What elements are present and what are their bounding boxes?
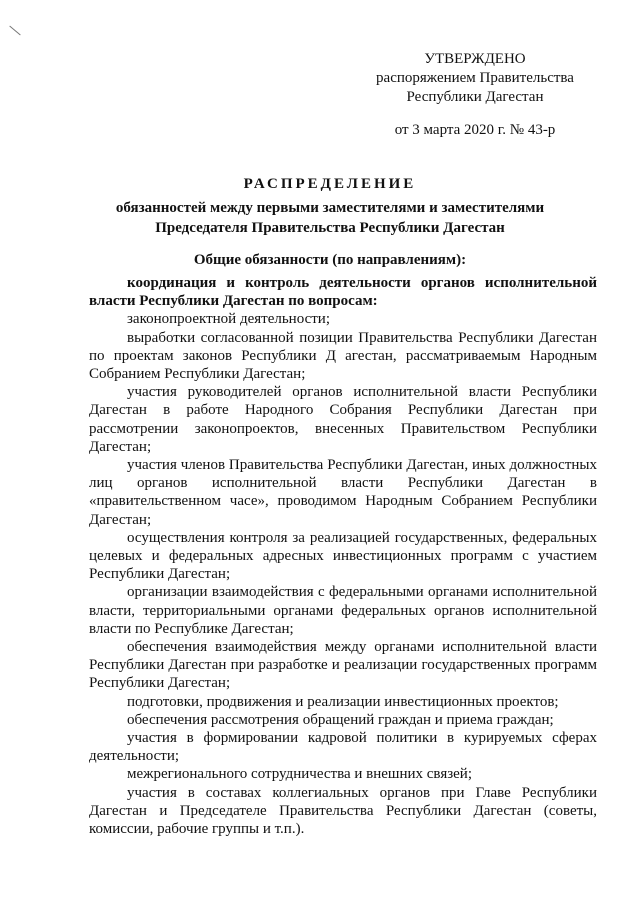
paragraph: участия в составах коллегиальных органов при Главе Республики Дагестан и Председателе Правительства Республики Дагестан (советы, комиссии, рабочие группы и т.п.).: [89, 784, 597, 838]
paragraph: участия руководителей органов исполнительной власти Республики Дагестан в работе Народного Собрания Республики Дагестан при рассмотрении законопроектов, внесенных Правительством Республики Дагестан;: [89, 384, 597, 455]
paragraph: участия в формировании кадровой политики в курируемых сферах деятельности;: [89, 730, 597, 765]
approval-stamp: [360, 50, 590, 140]
paragraph: законопроектной деятельности;: [127, 311, 330, 328]
paragraph: обеспечения рассмотрения обращений граждан и приема граждан;: [127, 711, 554, 728]
paragraph: организации взаимодействия с федеральными органами исполнительной власти, территориальными органами федеральных органов исполнительной власти по Республике Дагестан;: [89, 584, 597, 637]
paragraph: межрегионального сотрудничества и внешних связей;: [127, 766, 472, 783]
approval-date: от 3 марта 2020 г. № 43-р: [394, 122, 556, 138]
approval-title: УТВЕРЖДЕНО: [424, 51, 526, 67]
paragraph: осуществления контроля за реализацией государственных, федеральных целевых и федеральных адресных инвестиционных программ с участием Республики Дагестан;: [89, 529, 597, 583]
paragraph: выработки согласованной позиции Правительства Республики Дагестан по проектам законов Республики Д агестан, рассматриваемым Народным Собранием Республики Дагестан;: [89, 329, 597, 383]
paragraph: подготовки, продвижения и реализации инвестиционных проектов;: [127, 693, 559, 710]
document-title-main: РАСПРЕДЕЛЕНИЕ: [243, 176, 417, 192]
document-title: [95, 174, 565, 238]
document-body: [89, 274, 597, 838]
paragraph-intro: координация и контроль деятельности органов исполнительной власти Республики Дагестан по вопросам:: [89, 275, 597, 310]
section-heading: Общие обязанности (по направлениям):: [193, 252, 467, 268]
document-subtitle-line2: Председателя Правительства Республики Дагестан: [155, 220, 505, 236]
document-subtitle-line1: обязанностей между первыми заместителями и заместителями: [115, 200, 545, 216]
approval-region: Республики Дагестан: [406, 89, 544, 105]
paragraph: обеспечения взаимодействия между органами исполнительной власти Республики Дагестан при разработке и реализации государственных программ Республики Дагестан;: [89, 639, 597, 692]
approval-authority: распоряжением Правительства: [376, 70, 574, 86]
scan-artifact: [9, 26, 20, 36]
paragraph: участия членов Правительства Республики Дагестан, иных должностных лиц органов исполнительной власти Республики Дагестан в «правительственном часе», проводимом Народным Собранием Республики Дагестан;: [89, 457, 597, 528]
